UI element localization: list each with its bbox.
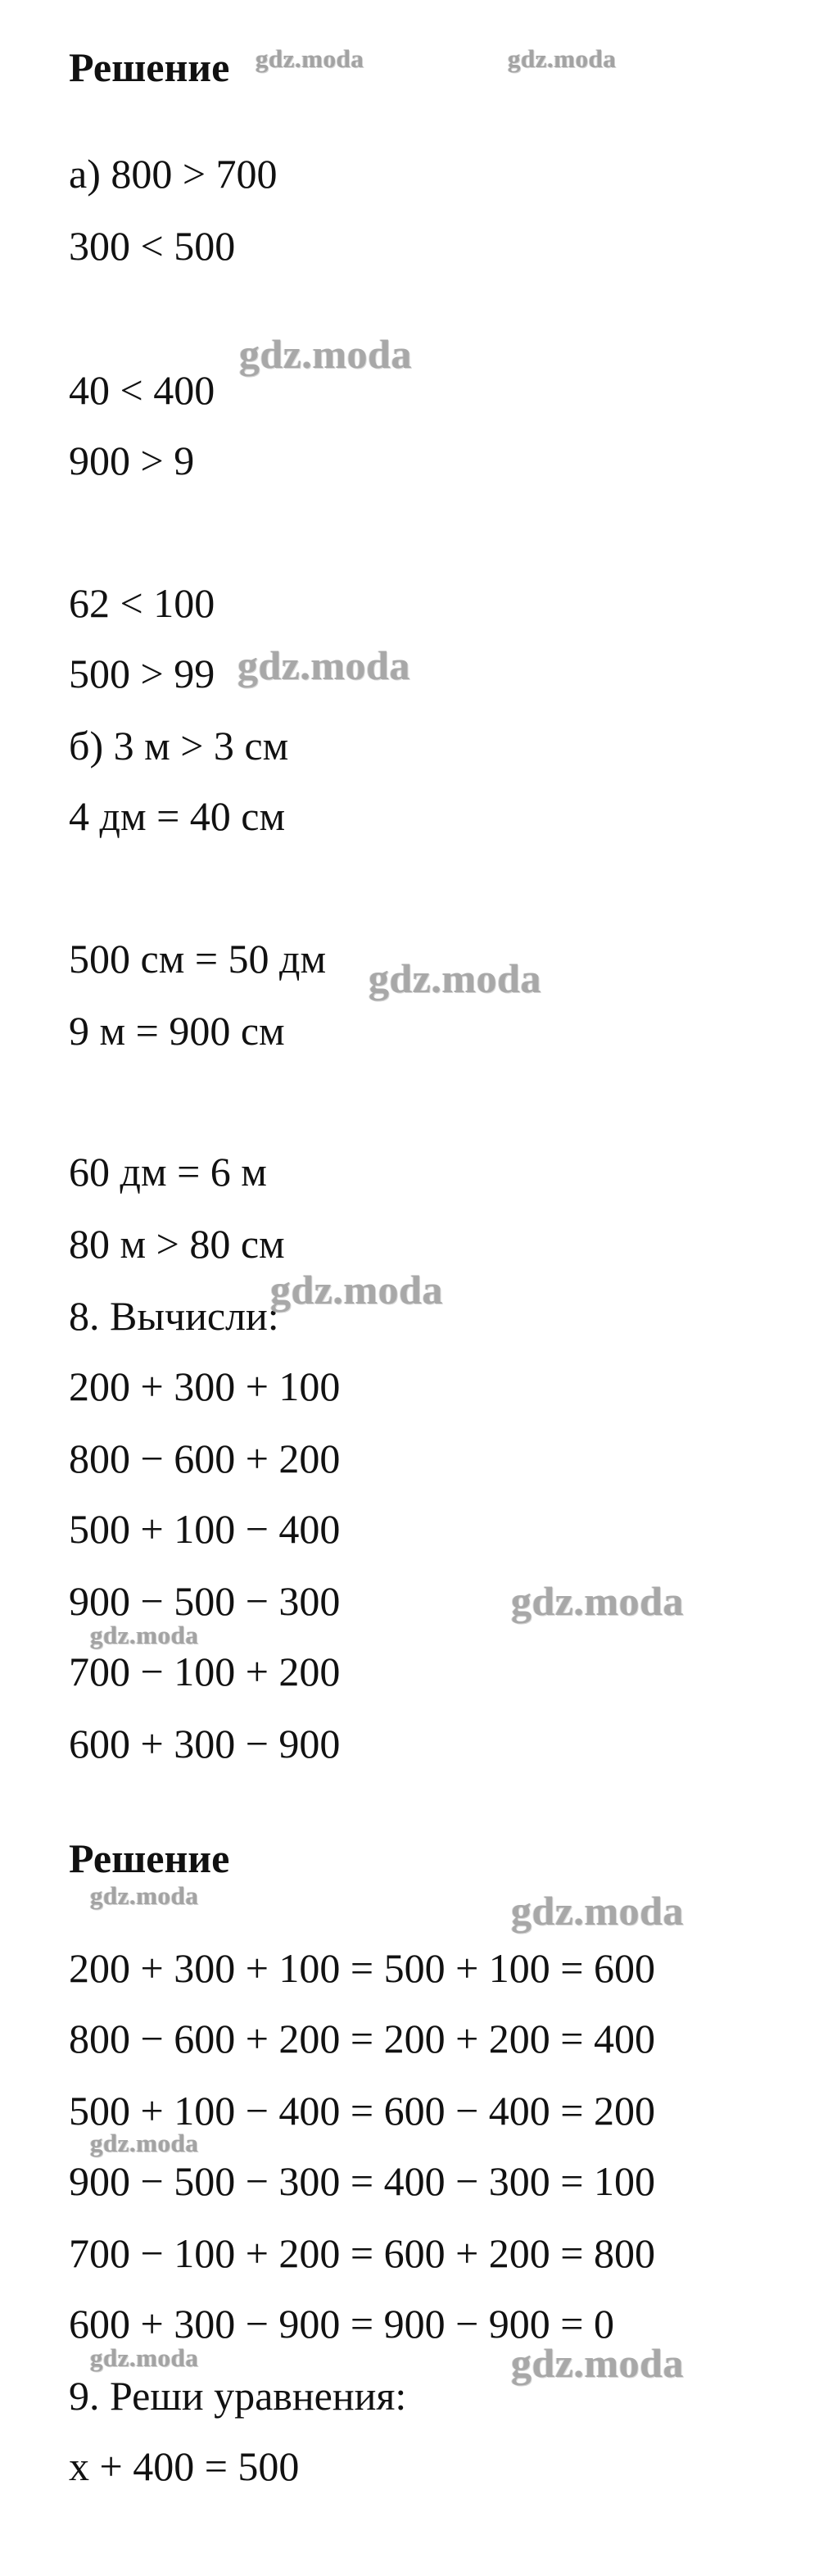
solution-line: 200 + 300 + 100 = 500 + 100 = 600 [69,1945,655,1991]
watermark: gdz.moda [90,2343,199,2372]
solution-line: 62 < 100 [69,580,215,626]
solution-line: 300 < 500 [69,223,236,269]
solution-line: б) 3 м > 3 см [69,723,289,769]
task-line: 900 − 500 − 300 [69,1578,341,1624]
task-8-title: 8. Вычисли: [69,1293,279,1339]
solution-line: а) 800 > 700 [69,151,278,197]
task-line: 600 + 300 − 900 [69,1721,341,1766]
solution-line: 700 − 100 + 200 = 600 + 200 = 800 [69,2230,655,2276]
watermark: gdz.moda [511,1578,684,1624]
watermark: gdz.moda [256,44,364,73]
solution-line: 600 + 300 − 900 = 900 − 900 = 0 [69,2301,614,2347]
solution-heading: Решение [69,44,230,90]
solution-heading-2: Решение [69,1835,230,1881]
solution-line: 800 − 600 + 200 = 200 + 200 = 400 [69,2016,655,2061]
task-line: 200 + 300 + 100 [69,1363,341,1409]
watermark: gdz.moda [90,2129,199,2157]
watermark: gdz.moda [511,2340,684,2386]
solution-line: 4 дм = 40 см [69,793,286,839]
solution-line: 9 м = 900 см [69,1008,285,1054]
task-line: 800 − 600 + 200 [69,1435,341,1481]
solution-line: 80 м > 80 см [69,1221,285,1267]
task-9-title: 9. Реши уравнения: [69,2373,407,2419]
watermark: gdz.moda [270,1267,443,1313]
solution-line: 500 см = 50 дм [69,936,327,982]
solution-line: 500 + 100 − 400 = 600 − 400 = 200 [69,2088,655,2134]
solution-line: 60 дм = 6 м [69,1149,267,1195]
task-line: 500 + 100 − 400 [69,1506,341,1552]
watermark: gdz.moda [239,331,412,377]
solution-line: 900 > 9 [69,438,195,483]
task-line: 700 − 100 + 200 [69,1649,341,1694]
watermark: gdz.moda [90,1621,199,1649]
solution-line: 900 − 500 − 300 = 400 − 300 = 100 [69,2158,655,2204]
task-line: x + 400 = 500 [69,2443,300,2489]
watermark: gdz.moda [511,1888,684,1934]
solution-line: 500 > 99 [69,651,215,696]
watermark: gdz.moda [508,44,617,73]
watermark: gdz.moda [238,642,410,688]
watermark: gdz.moda [369,955,541,1001]
watermark: gdz.moda [90,1881,199,1910]
solution-line: 40 < 400 [69,367,215,413]
